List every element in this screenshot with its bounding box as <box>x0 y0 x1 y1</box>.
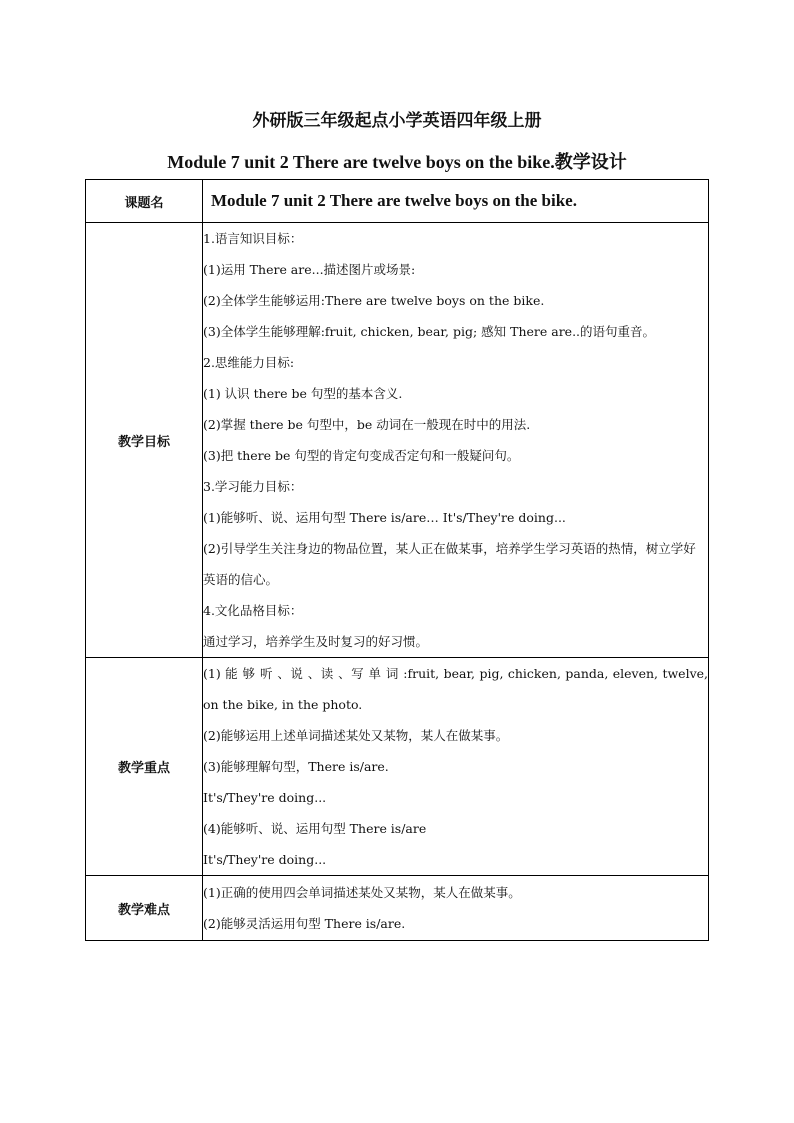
objectives-row <box>86 223 709 658</box>
difficulties-row <box>86 876 709 941</box>
key-points-content <box>203 658 709 876</box>
objective-line: (2)引导学生关注身边的物品位置，某人正在做某事，培养学生学习英语的热情，树立学好英语的信心。 <box>203 541 696 587</box>
objective-line: (1)运用 There are...描述图片或场景: <box>203 262 416 277</box>
lesson-plan-table <box>85 179 709 941</box>
objectives-label: 教学目标 <box>86 223 203 658</box>
key-point-line: (3)能够理解句型，There is/are. <box>203 759 389 774</box>
objectives-content <box>203 223 709 658</box>
header-row <box>86 180 709 223</box>
document-title: 外研版三年级起点小学英语四年级上册 <box>252 111 542 131</box>
objective-line: (3)把 there be 句型的肯定句变成否定句和一般疑问句。 <box>203 448 520 463</box>
objective-line: 1.语言知识目标： <box>203 231 303 246</box>
objective-line: (2)掌握 there be 句型中，be 动词在一般现在时中的用法. <box>203 417 531 432</box>
key-point-line: It's/They're doing... <box>203 852 327 867</box>
topic-value: Module 7 unit 2 There are twelve boys on the bike. <box>211 191 577 210</box>
difficulties-label: 教学难点 <box>86 876 203 941</box>
key-points-row <box>86 658 709 876</box>
key-points-label: 教学重点 <box>86 658 203 876</box>
difficulties-content <box>203 876 709 941</box>
key-point-line: (4)能够听、说、运用句型 There is/are <box>203 821 427 836</box>
objective-line: 2.思维能力目标: <box>203 355 295 370</box>
difficulty-line: (1)正确的使用四会单词描述某处又某物，某人在做某事。 <box>203 885 521 900</box>
objective-line: (3)全体学生能够理解:fruit, chicken, bear, pig; 感知 There are..的语句重音。 <box>203 324 656 339</box>
objective-line: 3.学习能力目标： <box>203 479 303 494</box>
document-subtitle: Module 7 unit 2 There are twelve boys on the bike.教学设计 <box>167 152 627 172</box>
objective-line: (1) 认识 there be 句型的基本含义. <box>203 386 403 401</box>
key-point-line: (1) 能 够 听 、说 、读 、写 单 词 :fruit, bear, pig, chicken, panda, eleven, twelve, on the bike, in the photo. <box>203 666 708 712</box>
objective-line: (1)能够听、说、运用句型 There is/are… It's/They're doing... <box>203 510 566 525</box>
difficulty-line: (2)能够灵活运用句型 There is/are. <box>203 916 406 931</box>
objective-line: (2)全体学生能够运用:There are twelve boys on the bike. <box>203 293 545 308</box>
key-point-line: It's/They're doing... <box>203 790 327 805</box>
objective-line: 通过学习，培养学生及时复习的好习惯。 <box>203 634 429 649</box>
objective-line: 4.文化品格目标： <box>203 603 303 618</box>
topic-label: 课题名 <box>86 180 203 223</box>
key-point-line: (2)能够运用上述单词描述某处又某物，某人在做某事。 <box>203 728 509 743</box>
